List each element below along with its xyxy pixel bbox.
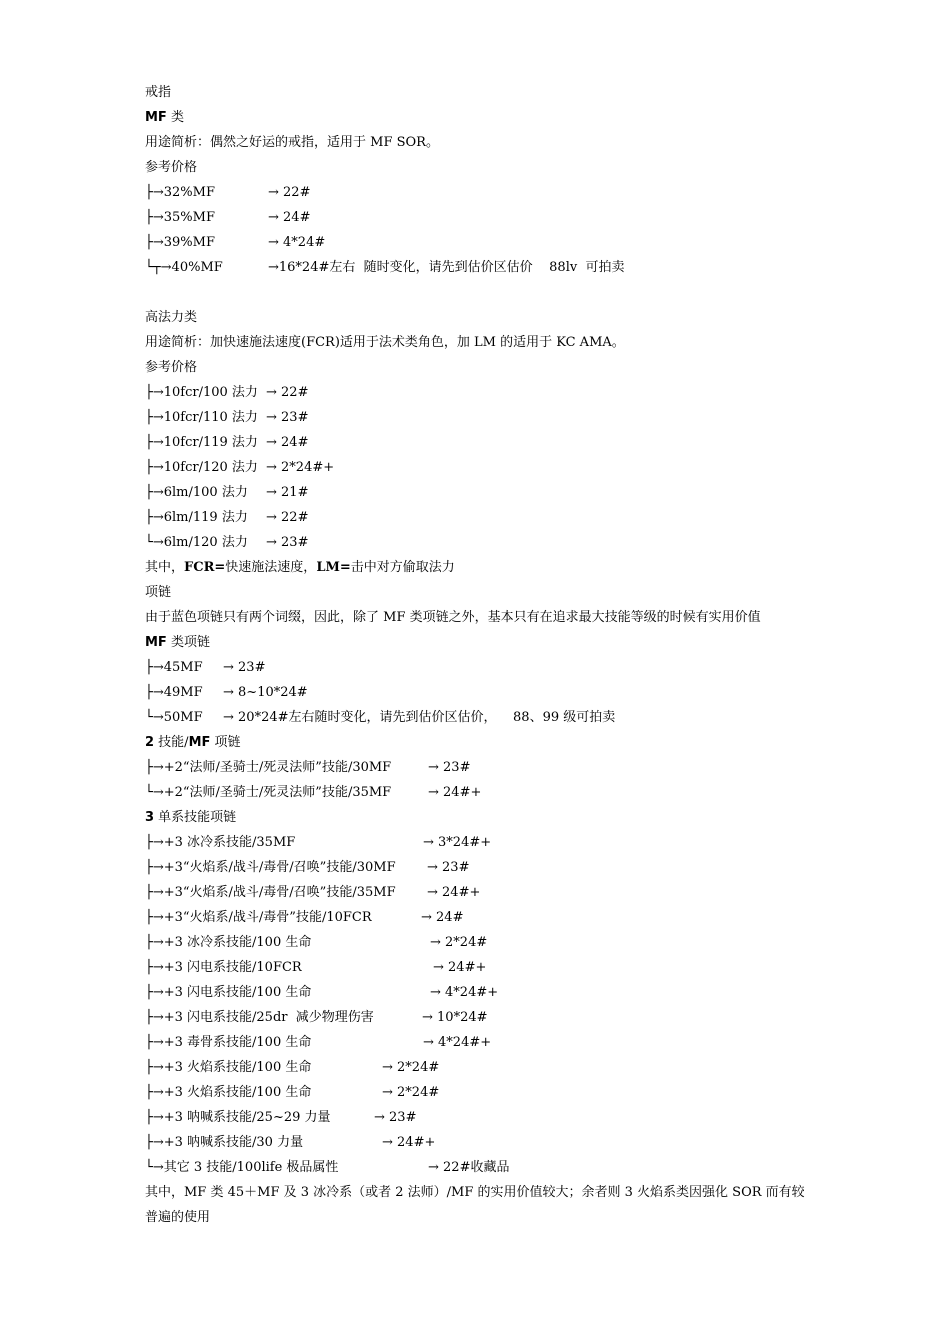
item-price: → 24#+ <box>427 885 481 900</box>
tree-branch-glyph: └→ <box>145 1160 164 1175</box>
list-item <box>145 955 815 980</box>
item-price: →16*24#左右 随时变化，请先到估价区估价 88lv 可拍卖 <box>268 260 625 275</box>
list-item <box>145 1005 815 1030</box>
list-item <box>145 780 815 805</box>
item-price: → 22# <box>268 185 311 200</box>
list-item <box>145 455 815 480</box>
three-skill-heading-num: 3 <box>145 810 155 825</box>
tree-branch-glyph: ├→ <box>145 510 164 525</box>
item-label: 49MF <box>163 685 203 700</box>
high-mana-title: 高法力类 <box>145 310 198 325</box>
amulet-mf-heading <box>145 630 815 655</box>
item-price: → 8~10*24# <box>223 685 308 700</box>
item-label: 6lm/120 法力 <box>163 535 248 550</box>
item-price: → 24#+ <box>428 785 482 800</box>
item-label: 35%MF <box>163 210 215 225</box>
list-item <box>145 655 815 680</box>
note-lm-key: LM= <box>316 560 351 575</box>
item-price: → 10*24# <box>422 1010 488 1025</box>
tree-branch-glyph: └→ <box>145 535 164 550</box>
ring-price-label: 参考价格 <box>145 160 198 175</box>
tree-branch-glyph: └→ <box>145 785 164 800</box>
tree-branch-glyph: ├→ <box>145 1060 164 1075</box>
ring-title: 戒指 <box>145 85 172 100</box>
amulet-conclusion: 其中，MF 类 45＋MF 及 3 冰冷系（或者 2 法师）/MF 的实用价值较大；余者则 3 火焰系类因强化 SOR 而有较普遍的使用 <box>145 1185 805 1225</box>
list-item <box>145 505 815 530</box>
list-item <box>145 380 815 405</box>
item-label: +3“火焰系/战斗/毒骨/召唤”技能/30MF <box>163 860 396 875</box>
tree-branch-glyph: ├→ <box>145 985 164 1000</box>
tree-branch-glyph: ├→ <box>145 460 164 475</box>
item-price: → 23# <box>374 1110 417 1125</box>
tree-branch-glyph: ├→ <box>145 410 164 425</box>
item-label: +3 冰冷系技能/100 生命 <box>163 935 312 950</box>
three-skill-heading-text: 单系技能项链 <box>154 810 237 825</box>
amulet-intro: 由于蓝色项链只有两个词缀，因此，除了 MF 类项链之外，基本只有在追求最大技能等级的时候有实用价值 <box>145 610 761 625</box>
item-label: 45MF <box>163 660 203 675</box>
amulet-mf-heading-bold: MF <box>145 635 167 650</box>
tree-branch-glyph: ├→ <box>145 1085 164 1100</box>
list-item <box>145 1155 815 1180</box>
item-label: 10fcr/120 法力 <box>163 460 258 475</box>
ring-mf-heading <box>145 105 815 130</box>
item-label: 6lm/100 法力 <box>163 485 248 500</box>
tree-branch-glyph: ├→ <box>145 435 164 450</box>
spacer <box>145 280 815 305</box>
document-page <box>145 80 815 1230</box>
item-label: +3 冰冷系技能/35MF <box>163 835 296 850</box>
tree-branch-glyph: ├→ <box>145 760 164 775</box>
two-skill-heading-num: 2 <box>145 735 155 750</box>
item-price: → 2*24# <box>382 1060 440 1075</box>
item-label: +3 毒骨系技能/100 生命 <box>163 1035 312 1050</box>
list-item <box>145 755 815 780</box>
tree-branch-glyph: ├→ <box>145 860 164 875</box>
tree-branch-glyph: ├→ <box>145 660 164 675</box>
list-item <box>145 680 815 705</box>
item-price: → 4*24# <box>268 235 326 250</box>
tree-branch-glyph: ├→ <box>145 210 164 225</box>
ring-usage: 用途简析：偶然之好运的戒指，适用于 MF SOR。 <box>145 135 439 150</box>
item-price: → 20*24#左右随时变化，请先到估价区估价， 88、99 级可拍卖 <box>223 710 616 725</box>
note-prefix: 其中， <box>145 560 185 575</box>
item-label: +3 闪电系技能/25dr 减少物理伤害 <box>163 1010 374 1025</box>
item-label: 10fcr/100 法力 <box>163 385 258 400</box>
tree-branch-glyph: ├→ <box>145 485 164 500</box>
item-price: → 4*24#+ <box>430 985 499 1000</box>
item-price: → 2*24# <box>382 1085 440 1100</box>
item-price: → 4*24#+ <box>423 1035 492 1050</box>
note-lm-text: 击中对方偷取法力 <box>350 560 455 575</box>
amulet-mf-price-list <box>145 655 815 730</box>
item-label: 10fcr/110 法力 <box>163 410 258 425</box>
high-mana-note <box>145 555 815 580</box>
item-price: → 23# <box>428 760 471 775</box>
item-price: → 23# <box>427 860 470 875</box>
item-price: → 23# <box>223 660 266 675</box>
item-label: +3 呐喊系技能/25~29 力量 <box>163 1110 331 1125</box>
tree-branch-glyph: ├→ <box>145 885 164 900</box>
list-item <box>145 980 815 1005</box>
ring-mf-heading-bold: MF <box>145 110 167 125</box>
list-item <box>145 405 815 430</box>
list-item <box>145 255 815 280</box>
tree-branch-glyph: ├→ <box>145 385 164 400</box>
item-price: → 23# <box>266 410 309 425</box>
item-label: +2“法师/圣骑士/死灵法师”技能/30MF <box>163 760 392 775</box>
amulet-mf-heading-text: 类项链 <box>166 635 210 650</box>
amulet-title: 项链 <box>145 585 172 600</box>
two-skill-heading-text2: 项链 <box>210 735 241 750</box>
item-label: 10fcr/119 法力 <box>163 435 258 450</box>
item-label: +3 闪电系技能/100 生命 <box>163 985 312 1000</box>
list-item <box>145 1080 815 1105</box>
list-item <box>145 230 815 255</box>
item-price: → 3*24#+ <box>423 835 492 850</box>
item-price: → 24#+ <box>433 960 487 975</box>
tree-branch-glyph: ├→ <box>145 910 164 925</box>
list-item <box>145 880 815 905</box>
list-item <box>145 1105 815 1130</box>
list-item <box>145 1055 815 1080</box>
list-item <box>145 830 815 855</box>
tree-branch-glyph: └┬→ <box>145 260 172 275</box>
list-item <box>145 430 815 455</box>
two-skill-heading-mf: MF <box>188 735 211 750</box>
tree-branch-glyph: ├→ <box>145 960 164 975</box>
item-label: +2“法师/圣骑士/死灵法师”技能/35MF <box>163 785 392 800</box>
item-label: +3“火焰系/战斗/毒骨/召唤”技能/35MF <box>163 885 396 900</box>
item-price: → 24# <box>421 910 464 925</box>
item-label: 其它 3 技能/100life 极品属性 <box>163 1160 339 1175</box>
list-item <box>145 480 815 505</box>
tree-branch-glyph: ├→ <box>145 185 164 200</box>
tree-branch-glyph: ├→ <box>145 1010 164 1025</box>
item-label: 32%MF <box>163 185 215 200</box>
three-skill-heading <box>145 805 815 830</box>
two-skill-price-list <box>145 755 815 805</box>
list-item <box>145 180 815 205</box>
item-label: +3 火焰系技能/100 生命 <box>163 1060 312 1075</box>
two-skill-heading <box>145 730 815 755</box>
list-item <box>145 705 815 730</box>
ring-mf-heading-text: 类 <box>166 110 184 125</box>
two-skill-heading-text1: 技能/ <box>154 735 189 750</box>
tree-branch-glyph: ├→ <box>145 835 164 850</box>
list-item <box>145 855 815 880</box>
item-price: → 22# <box>266 510 309 525</box>
item-label: +3 呐喊系技能/30 力量 <box>163 1135 304 1150</box>
high-mana-usage: 用途简析：加快速施法速度(FCR)适用于法术类角色，加 LM 的适用于 KC AMA。 <box>145 335 625 350</box>
note-fcr-text: 快速施法速度， <box>225 560 317 575</box>
item-label: 6lm/119 法力 <box>163 510 248 525</box>
tree-branch-glyph: └→ <box>145 710 164 725</box>
list-item <box>145 930 815 955</box>
item-price: → 2*24# <box>430 935 488 950</box>
high-mana-price-label: 参考价格 <box>145 360 198 375</box>
tree-branch-glyph: ├→ <box>145 1110 164 1125</box>
list-item <box>145 530 815 555</box>
item-label: +3“火焰系/战斗/毒骨”技能/10FCR <box>163 910 372 925</box>
tree-branch-glyph: ├→ <box>145 1035 164 1050</box>
item-label: 39%MF <box>163 235 215 250</box>
item-price: → 22#收藏品 <box>428 1160 510 1175</box>
item-label: 40%MF <box>171 260 223 275</box>
item-price: → 24#+ <box>382 1135 436 1150</box>
note-fcr-key: FCR= <box>184 560 226 575</box>
item-label: +3 闪电系技能/10FCR <box>163 960 302 975</box>
item-price: → 2*24#+ <box>266 460 335 475</box>
list-item <box>145 205 815 230</box>
three-skill-price-list <box>145 830 815 1180</box>
tree-branch-glyph: ├→ <box>145 235 164 250</box>
ring-price-list <box>145 180 815 280</box>
high-mana-price-list <box>145 380 815 555</box>
tree-branch-glyph: ├→ <box>145 1135 164 1150</box>
list-item <box>145 1130 815 1155</box>
item-label: 50MF <box>163 710 203 725</box>
tree-branch-glyph: ├→ <box>145 935 164 950</box>
item-price: → 24# <box>268 210 311 225</box>
item-price: → 22# <box>266 385 309 400</box>
item-price: → 21# <box>266 485 309 500</box>
item-price: → 23# <box>266 535 309 550</box>
list-item <box>145 905 815 930</box>
item-label: +3 火焰系技能/100 生命 <box>163 1085 312 1100</box>
tree-branch-glyph: ├→ <box>145 685 164 700</box>
item-price: → 24# <box>266 435 309 450</box>
list-item <box>145 1030 815 1055</box>
